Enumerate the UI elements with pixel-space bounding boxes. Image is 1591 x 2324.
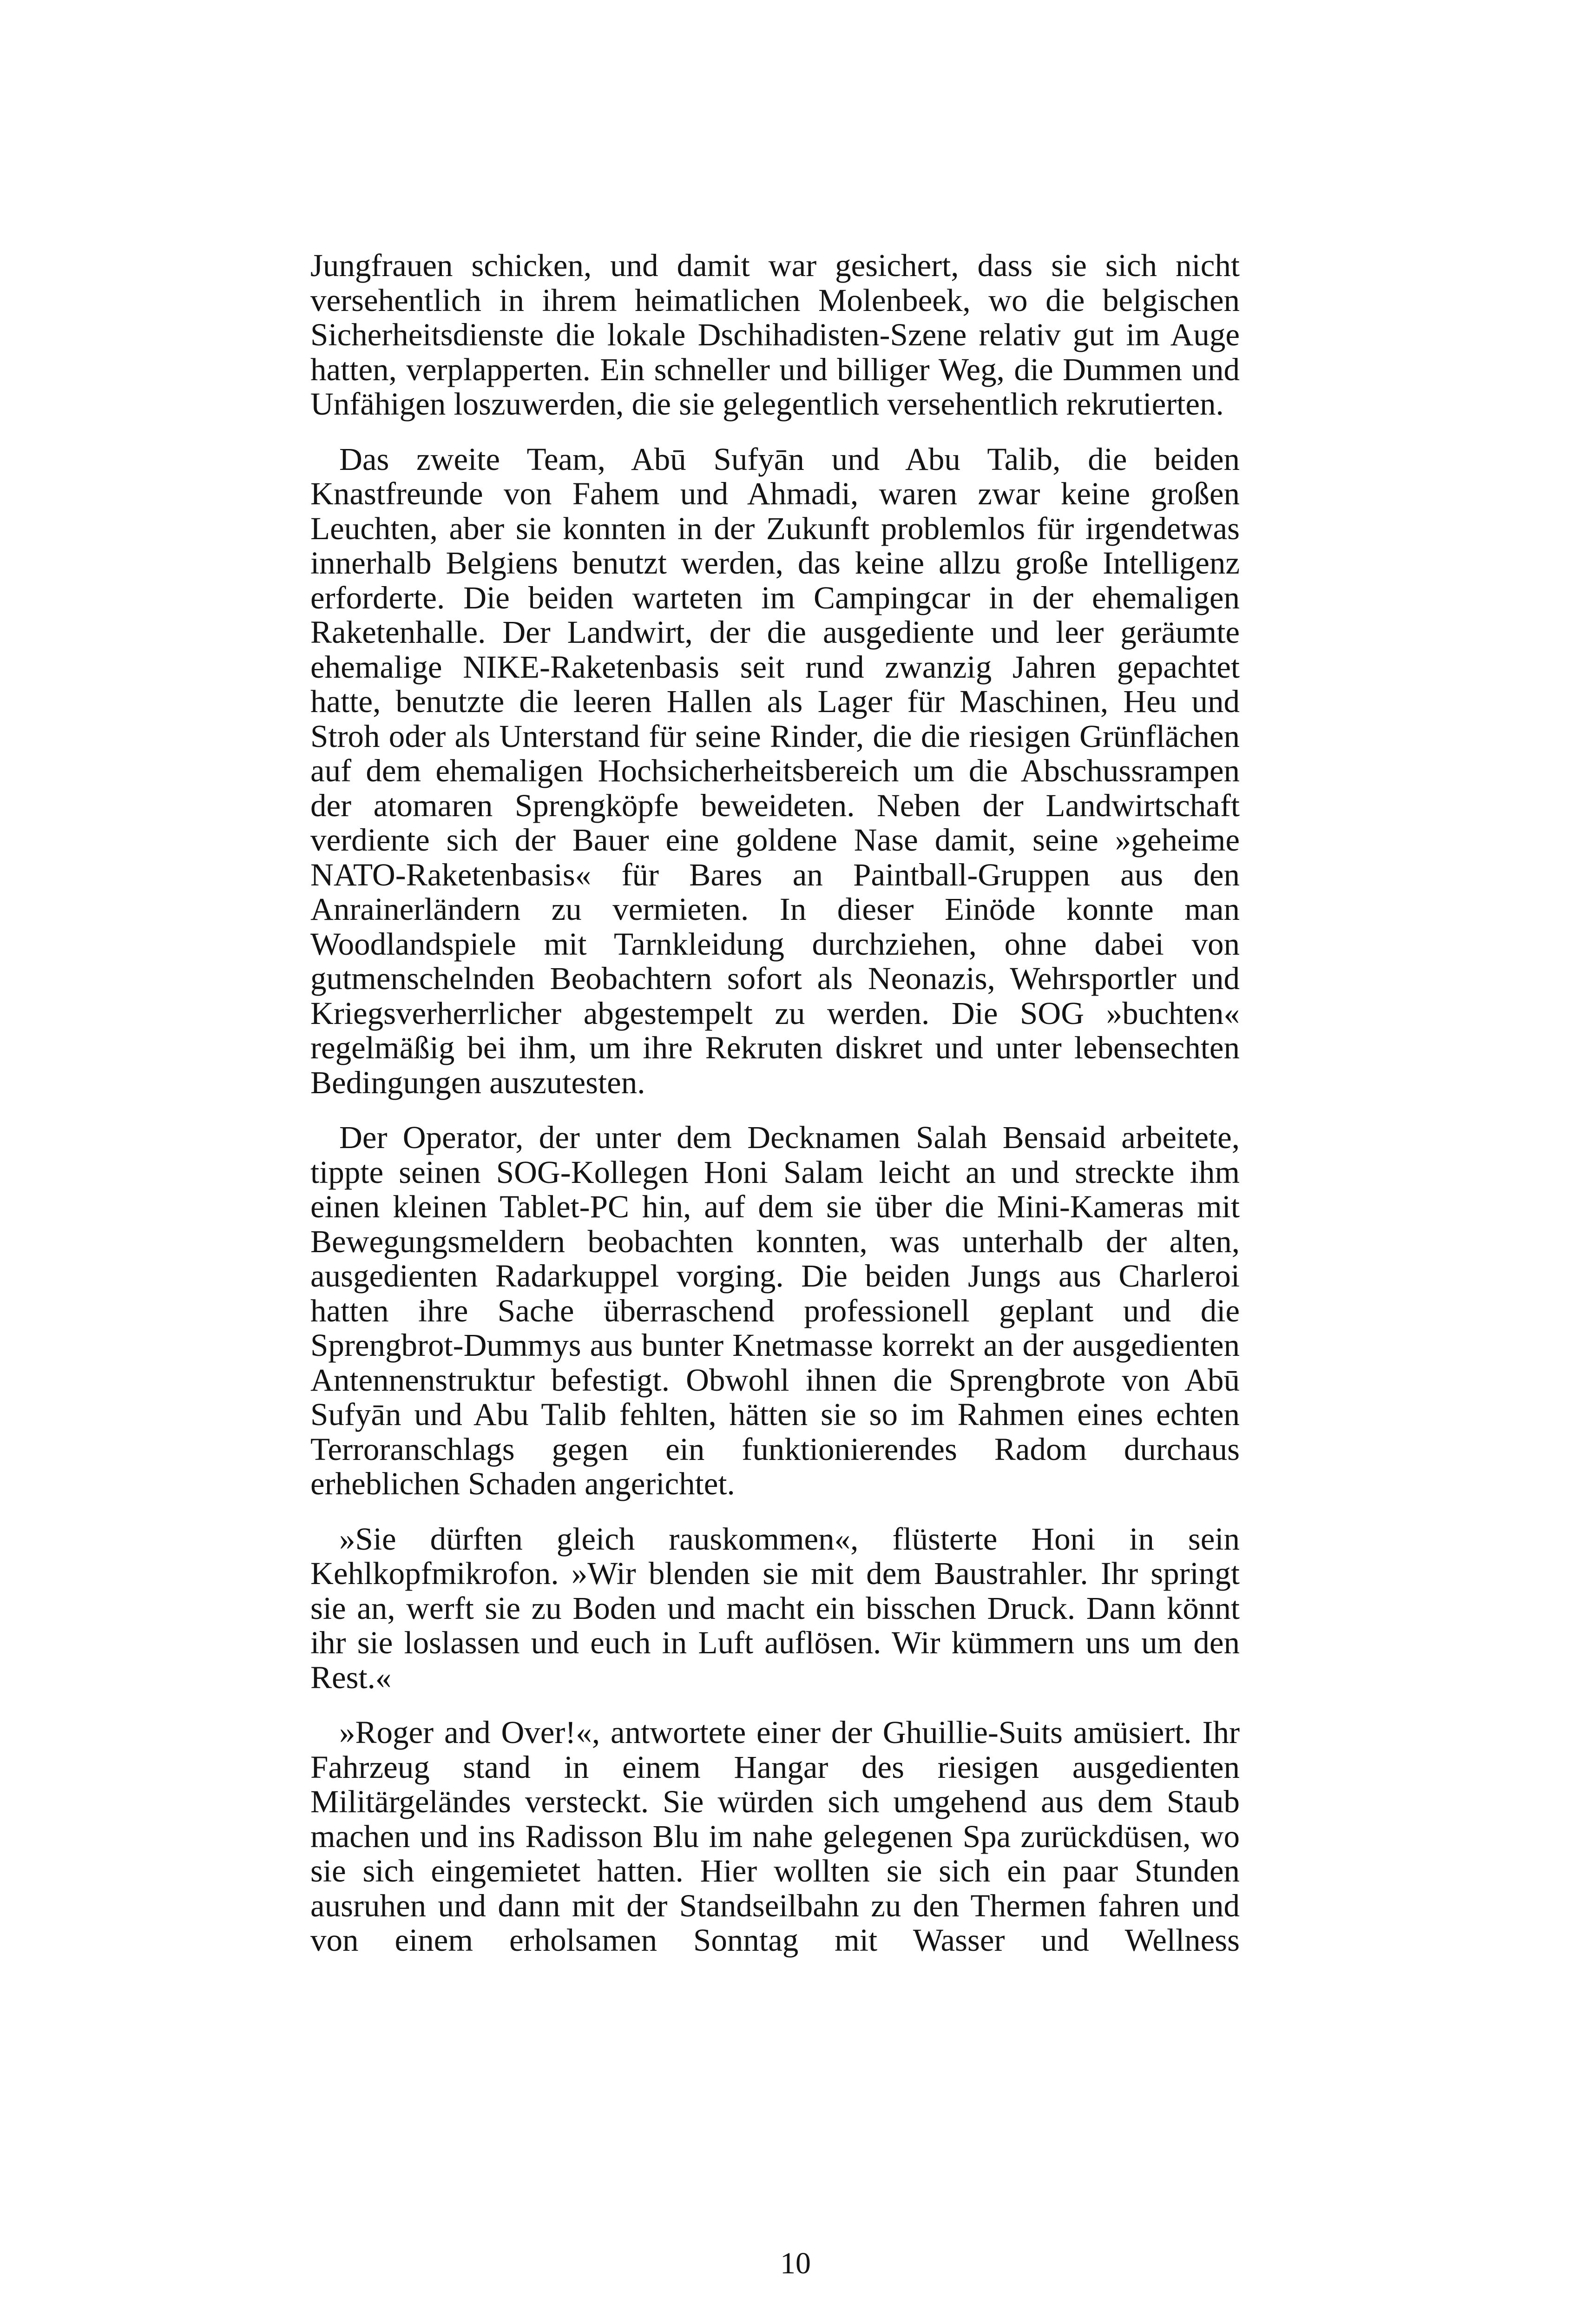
paragraph-1: Jungfrauen schicken, und damit war gesichert, dass sie sich nicht versehentlich in ihrem heimatlichen Molenbeek, wo die belgischen Sicherheitsdienste die lokale Dschihadisten-Szene relativ gut im Auge hatten, verplapperten. Ein schneller und billiger Weg, die Dummen und Unfähigen loszuwerden, die sie gelegentlich versehentlich rekrutierten. xyxy=(310,248,1240,422)
paragraph-2: Das zweite Team, Abū Sufyān und Abu Talib, die beiden Knastfreunde von Fahem und Ahmadi, waren zwar keine großen Leuchten, aber sie konnten in der Zukunft problemlos für irgendetwas innerhalb Belgiens benutzt werden, das keine allzu große Intelligenz erforderte. Die beiden warteten im Campingcar in der ehemaligen Raketenhalle. Der Landwirt, der die ausgediente und leer geräumte ehemalige NIKE-Raketenbasis seit rund zwanzig Jahren gepachtet hatte, benutzte die leeren Hallen als Lager für Maschinen, Heu und Stroh oder als Unterstand für seine Rinder, die die riesigen Grünflächen auf dem ehemaligen Hochsicherheitsbereich um die Abschussrampen der atomaren Sprengköpfe beweideten. Neben der Landwirtschaft verdiente sich der Bauer eine goldene Nase damit, seine »geheime NATO-Raketenbasis« für Bares an Paintball-Gruppen aus den Anrainerländern zu vermieten. In dieser Einöde konnte man Woodlandspiele mit Tarnkleidung durchziehen, ohne dabei von gutmenschelnden Beobachtern sofort als Neonazis, Wehrsportler und Kriegsverherrlicher abgestempelt zu werden. Die SOG »buchten« regelmäßig bei ihm, um ihre Rekruten diskret und unter lebensechten Bedingungen auszutesten. xyxy=(310,441,1240,1100)
paragraph-3: Der Operator, der unter dem Decknamen Salah Bensaid arbeitete, tippte seinen SOG-Kollegen Honi Salam leicht an und streckte ihm einen kleinen Tablet-PC hin, auf dem sie über die Mini-Kameras mit Bewegungsmeldern beobachten konnten, was unterhalb der alten, ausgedienten Radarkuppel vorging. Die beiden Jungs aus Charleroi hatten ihre Sache überraschend professionell geplant und die Sprengbrot-Dummys aus bunter Knetmasse korrekt an der ausgedienten Antennenstruktur befestigt. Obwohl ihnen die Sprengbrote von Abū Sufyān und Abu Talib fehlten, hätten sie so im Rahmen eines echten Terroranschlags gegen ein funktionierendes Radom durchaus erheblichen Schaden angerichtet. xyxy=(310,1120,1240,1501)
paragraph-4: »Sie dürften gleich rauskommen«, flüsterte Honi in sein Kehlkopfmikrofon. »Wir blenden sie mit dem Baustrahler. Ihr springt sie an, werft sie zu Boden und macht ein bisschen Druck. Dann könnt ihr sie loslassen und euch in Luft auflösen. Wir kümmern uns um den Rest.« xyxy=(310,1521,1240,1695)
paragraph-5: »Roger and Over!«, antwortete einer der Ghuillie-Suits amüsiert. Ihr Fahrzeug stand in einem Hangar des riesigen ausgedienten Militärgeländes versteckt. Sie würden sich umgehend aus dem Staub machen und ins Radisson Blu im nahe gelegenen Spa zurückdüsen, wo sie sich eingemietet hatten. Hier wollten sie sich ein paar Stunden ausruhen und dann mit der Standseilbahn zu den Thermen fahren und von einem erholsamen Sonntag mit Wasser und Wellness xyxy=(310,1715,1240,1958)
page-number: 10 xyxy=(780,2246,811,2280)
body-text xyxy=(310,248,1240,1958)
